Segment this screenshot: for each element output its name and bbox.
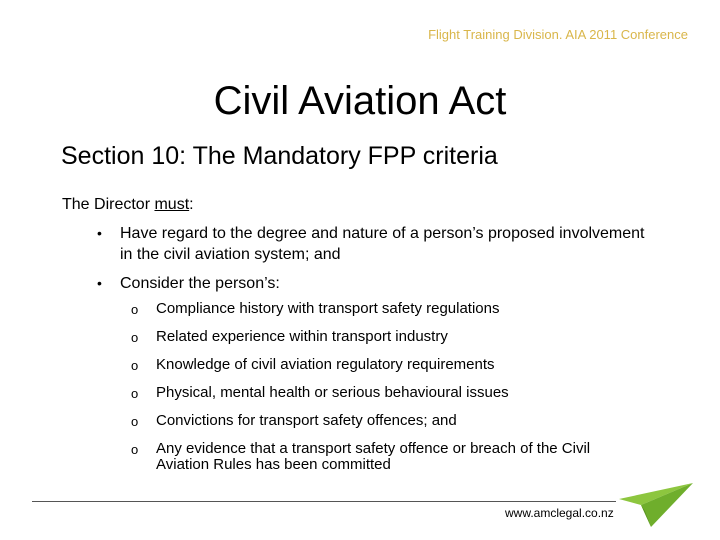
sub-item-text: Physical, mental health or serious behavioural issues — [156, 384, 509, 401]
intro-emphasis: must — [154, 196, 190, 213]
bullet-text: Have regard to the degree and nature of a person’s proposed involvement in the civil aviation system; and — [120, 225, 645, 263]
bullet-marker: • — [97, 275, 102, 291]
paper-plane-logo-icon — [617, 481, 695, 529]
bullet-item — [97, 273, 657, 294]
sub-item-text: Any evidence that a transport safety offence or breach of the Civil Aviation Rules has been committed — [156, 440, 591, 473]
slide-title: Civil Aviation Act — [213, 79, 507, 123]
sub-item-marker: o — [131, 386, 139, 401]
sub-item-list — [131, 301, 611, 484]
sub-item-marker: o — [131, 442, 139, 457]
sub-item — [131, 385, 611, 402]
sub-item — [131, 441, 611, 473]
sub-item-text: Related experience within transport industry — [156, 328, 448, 345]
sub-item-marker: o — [131, 358, 139, 373]
bullet-marker: • — [97, 225, 102, 241]
sub-item-marker: o — [131, 330, 139, 345]
bullet-text: Consider the person’s: — [120, 275, 280, 292]
sub-item-text: Knowledge of civil aviation regulatory requirements — [156, 356, 495, 373]
conference-header: Flight Training Division. AIA 2011 Conference — [428, 27, 688, 42]
intro-line — [62, 195, 194, 215]
bullet-item — [97, 223, 657, 265]
sub-item — [131, 301, 611, 318]
sub-item-marker: o — [131, 414, 139, 429]
sub-item-text: Convictions for transport safety offences; and — [156, 412, 457, 429]
intro-prefix: The Director — [62, 196, 155, 213]
bullet-list — [97, 223, 657, 302]
sub-item-text: Compliance history with transport safety regulations — [156, 300, 500, 317]
sub-item — [131, 329, 611, 346]
sub-item — [131, 357, 611, 374]
sub-item-marker: o — [131, 302, 139, 317]
footer-divider — [32, 501, 616, 502]
intro-suffix: : — [189, 196, 194, 213]
footer-url: www.amclegal.co.nz — [505, 506, 614, 520]
sub-item — [131, 413, 611, 430]
slide-subtitle: Section 10: The Mandatory FPP criteria — [61, 142, 498, 170]
